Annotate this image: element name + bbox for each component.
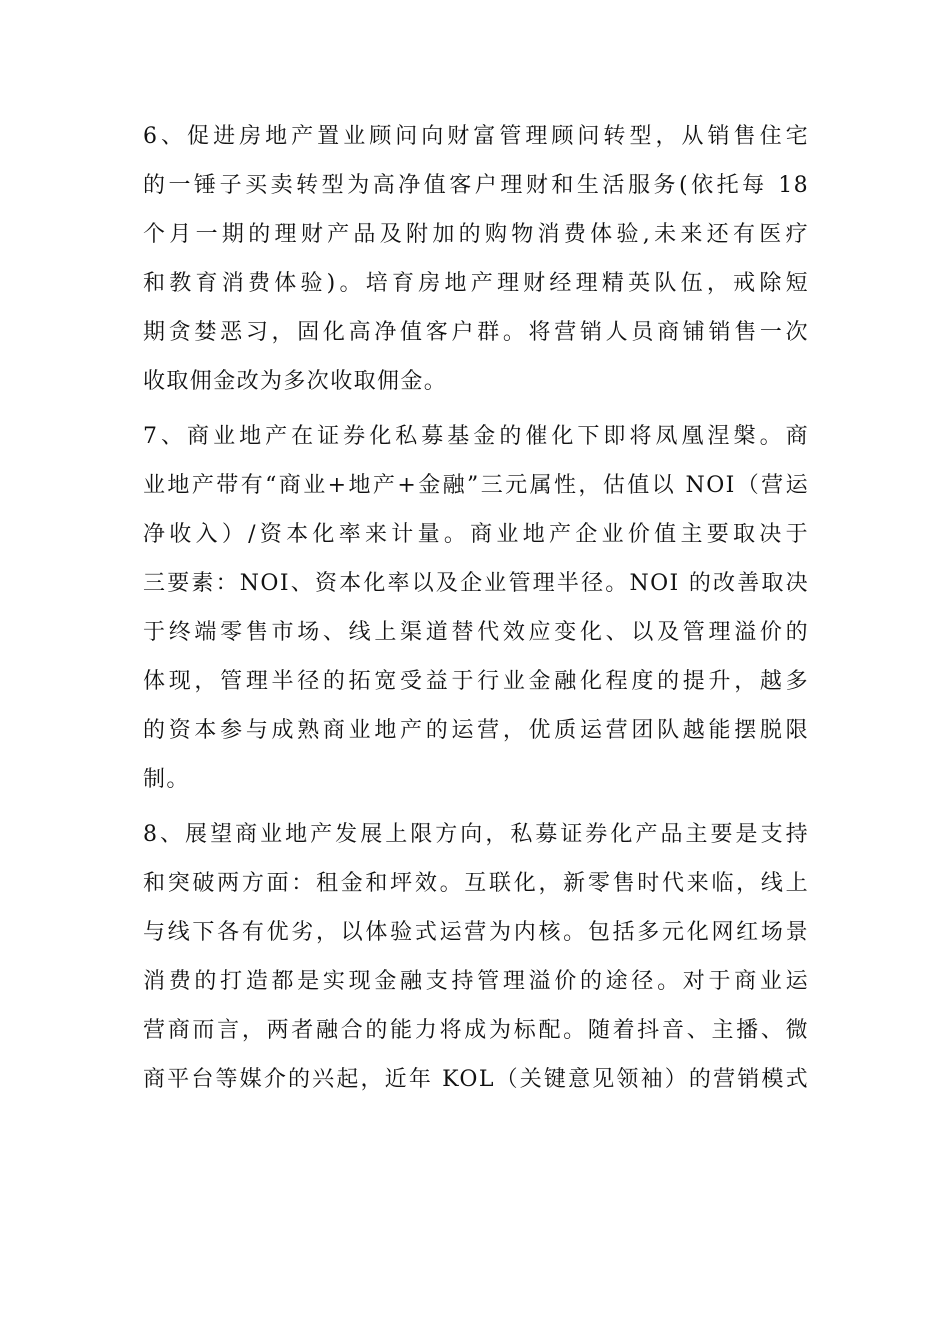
paragraph-7 [143,412,809,804]
text-line: 商平台等媒介的兴起，近年 KOL（关键意见领袖）的营销模式 [143,1067,809,1092]
text-line: 的一锤子买卖转型为高净值客户理财和生活服务(依托每 18 [143,173,809,198]
text-line: 8、展望商业地产发展上限方向，私募证券化产品主要是支持 [143,822,809,847]
text-line: 消费的打造都是实现金融支持管理溢价的途径。对于商业运 [143,969,809,994]
text-line: 的资本参与成熟商业地产的运营，优质运营团队越能摆脱限 [143,718,809,743]
text-line: 6、促进房地产置业顾问向财富管理顾问转型，从销售住宅 [143,124,809,149]
text-line: 于终端零售市场、线上渠道替代效应变化、以及管理溢价的 [143,620,809,645]
text-line: 体现，管理半径的拓宽受益于行业金融化程度的提升，越多 [143,669,809,694]
text-line: 三要素：NOI、资本化率以及企业管理半径。NOI 的改善取决 [143,571,809,596]
paragraph-6 [143,112,809,406]
text-line: 收取佣金改为多次收取佣金。 [143,369,448,394]
document-body [143,112,809,1110]
text-line: 与线下各有优劣，以体验式运营为内核。包括多元化网红场景 [143,920,809,945]
text-line: 净收入）/资本化率来计量。商业地产企业价值主要取决于 [143,522,809,547]
text-line: 期贪婪恶习，固化高净值客户群。将营销人员商铺销售一次 [143,320,809,345]
text-line: 和突破两方面：租金和坪效。互联化，新零售时代来临，线上 [143,871,809,896]
text-line: 和教育消费体验)。培育房地产理财经理精英队伍，戒除短 [143,271,809,296]
text-line: 营商而言，两者融合的能力将成为标配。随着抖音、主播、微 [143,1018,809,1043]
paragraph-8 [143,810,809,1104]
text-line: 制。 [143,767,190,792]
text-line: 业地产带有“商业+地产+金融”三元属性，估值以 NOI（营运 [143,473,809,498]
text-line: 7、商业地产在证券化私募基金的催化下即将凤凰涅槃。商 [143,424,809,449]
text-line: 个月一期的理财产品及附加的购物消费体验,未来还有医疗 [143,222,809,247]
